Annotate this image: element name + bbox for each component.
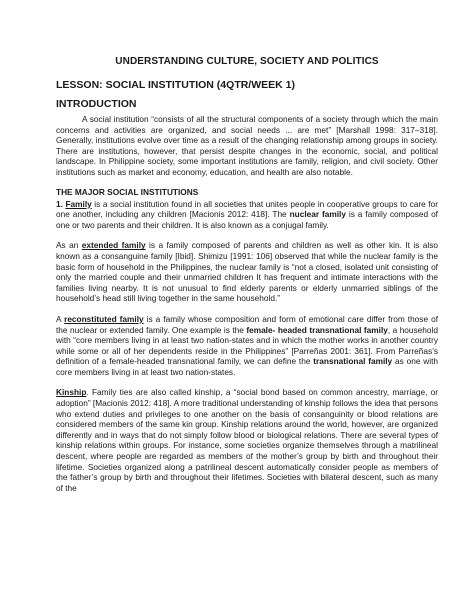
kinship-paragraph — [56, 387, 438, 493]
kinship-term: Kinship — [56, 387, 87, 398]
lesson-heading: LESSON: SOCIAL INSTITUTION (4QTR/WEEK 1) — [56, 79, 295, 91]
transnational-family-term: transnational family — [313, 356, 393, 367]
extended-text: is a family composed of parents and children as well as other kin. It is also known as a consanguine family [Ibid]. Shimizu [1991: 106] observed that while the nuclear family is the basic form of household in the Philippines, the nuclear family is “not a closed, isolated unit consisting of only the married couple and their unmarried children It has frequent and intimate interactions with the families living nearby. It is not unusual to find elderly parents or elderly unmarried siblings of the household’s head still living together in the same household.” — [56, 240, 439, 304]
reconstituted-text-3: as one with core members living in at least two nation-states. — [56, 356, 439, 377]
reconstituted-family-term: reconstituted family — [64, 313, 144, 324]
extended-pre: As an — [56, 240, 82, 251]
family-paragraph — [56, 199, 438, 231]
family-text-2: is a family composed of one or two parents and their children. It is also known as a conjugal family. — [56, 209, 438, 230]
reconstituted-family-paragraph — [56, 314, 438, 378]
introduction-heading: INTRODUCTION — [56, 98, 137, 110]
kinship-text: . Family ties are also called kinship, a “social bond based on common ancestry, marriage, or adoption” [Macionis 2012: 418]. A more traditional understanding of kinship follows the idea that persons who extend duties and privileges to one another on the basis of consanguinity or blood relations are considered members of the same kin group. Kinship relations around the world, however, are organized differently and in ways that do not simply follow blood or biological relations. There are several types of kinship relations within groups. For instance, some societies organize themselves through a matrilineal descent, where people are regarded as members of the mother’s group by birth and throughout their lifetime. Societies organized along a patrilineal descent automatically consider people as members of the father’s group by birth and throughout their lifetimes. Societies with bilateral descent, such as many of the — [56, 387, 438, 493]
female-headed-transnational-term: female- headed transnational family — [246, 324, 388, 335]
introduction-paragraph: A social institution “consists of all the structural components of a society through which the main concerns and activities are organized, and social needs ... are met” [Marshall 1998: 317–318]. Generally, institutions evolve over time as a result of the changing relationship among groups in society. There are institutions, however, that persist despite changes in the economic, social, and political landscape. In Philippine society, some important institutions are family, religion, and civil society. Other institutions such as market and economy, education, and health are also notable. — [56, 114, 438, 177]
extended-family-term: extended family — [81, 240, 146, 251]
family-number: 1. — [56, 198, 63, 209]
reconstituted-text-1: is a family whose composition and form of emotional care differ from those of the nuclear or extended family. One example is the — [56, 313, 438, 335]
document-title: UNDERSTANDING CULTURE, SOCIETY AND POLITICS — [115, 56, 379, 67]
reconstituted-pre: A — [56, 313, 65, 324]
reconstituted-text-2: , a household with “core members living in at least two nation-states and in which the mother works in another country while some or all of her dependents reside in the Philippines” [Parreñas 2001: 361]. From Parreñas’s definition of a female-headed transnational family, we can define the — [56, 324, 438, 367]
family-term: Family — [65, 198, 92, 209]
nuclear-family-term: nuclear family — [289, 209, 346, 220]
section-heading: THE MAJOR SOCIAL INSTITUTIONS — [56, 186, 199, 197]
extended-family-paragraph — [56, 240, 438, 304]
family-text-1: is a social institution found in all societies that unites people in cooperative groups to care for one another, including any children [Macionis 2012: 418]. The — [56, 198, 438, 220]
